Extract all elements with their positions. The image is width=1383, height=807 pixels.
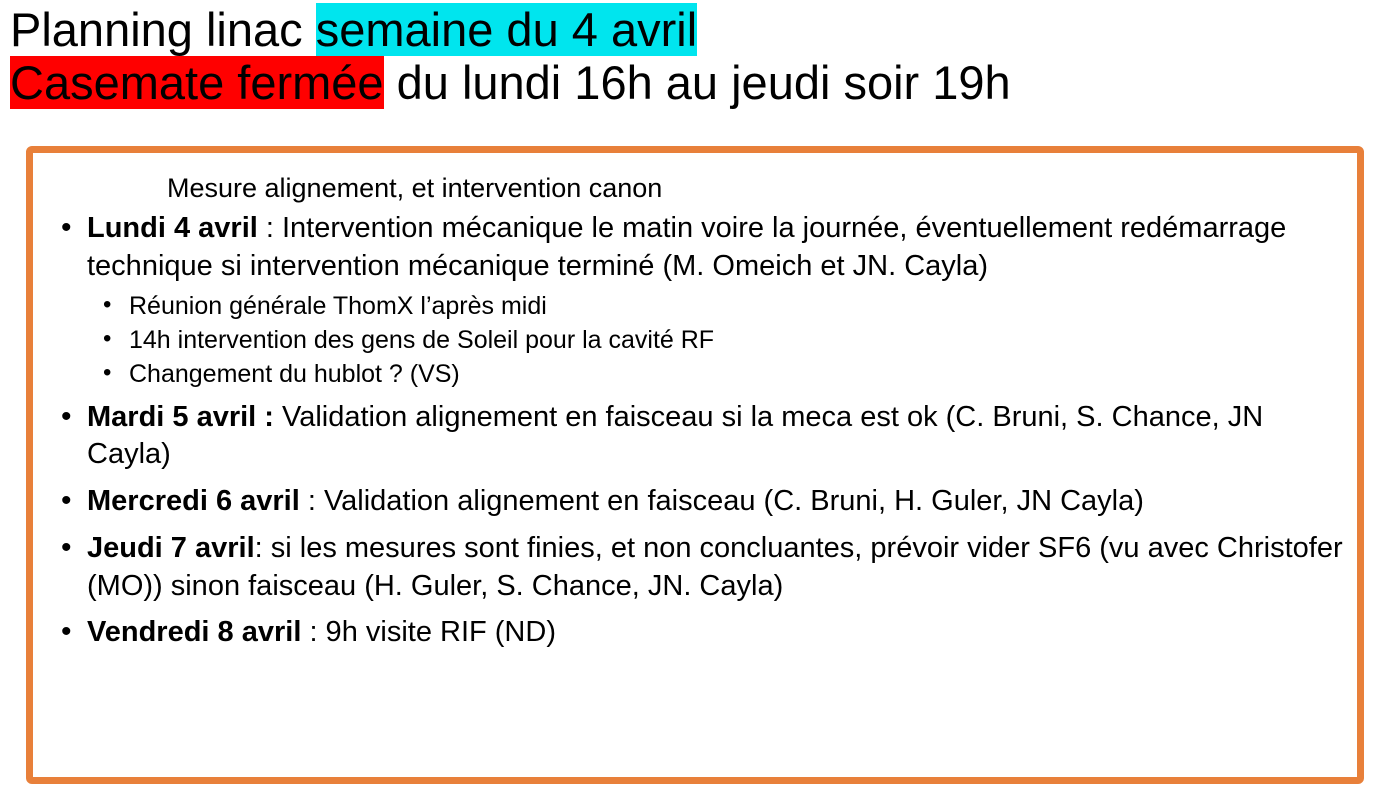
day-text: : Validation alignement en faisceau (C. Bruni, H. Guler, JN Cayla) bbox=[299, 485, 1144, 518]
content-frame bbox=[26, 146, 1364, 784]
list-item bbox=[47, 210, 1343, 389]
day-text: : Intervention mécanique le matin voire la journée, éventuellement redémarrage technique si intervention mécanique terminé (M. Omeich et JN. Cayla) bbox=[87, 212, 1287, 283]
list-item bbox=[47, 399, 1343, 474]
bullet-icon: • bbox=[61, 484, 72, 518]
day-text: : 9h visite RIF (ND) bbox=[301, 616, 556, 649]
day-text: : si les mesures sont finies, et non concluantes, prévoir vider SF6 (vu avec Christofer (MO)) sinon faisceau (H. Guler, S. Chance, JN. Cayla) bbox=[87, 531, 1343, 602]
bullet-icon: • bbox=[61, 615, 72, 649]
sub-item-text: Changement du hublot ? (VS) bbox=[129, 359, 460, 388]
day-label: Mercredi 6 avril bbox=[87, 485, 300, 518]
agenda-list bbox=[47, 210, 1343, 652]
title-line-1-plain: Planning linac bbox=[10, 3, 316, 56]
day-label: Lundi 4 avril bbox=[87, 212, 258, 245]
title-line-2 bbox=[10, 55, 1383, 110]
sub-item-text: 14h intervention des gens de Soleil pour la cavité RF bbox=[129, 325, 715, 354]
title-line-1 bbox=[10, 2, 1383, 57]
day-label: Jeudi 7 avril bbox=[87, 531, 255, 564]
bullet-icon: • bbox=[61, 399, 72, 433]
slide bbox=[0, 2, 1383, 807]
title-line-1-highlight: semaine du 4 avril bbox=[315, 3, 698, 56]
bullet-icon: • bbox=[61, 530, 72, 564]
day-label: Vendredi 8 avril bbox=[87, 616, 302, 649]
sub-list-item bbox=[87, 358, 1343, 390]
sub-list-item bbox=[87, 290, 1343, 322]
bullet-icon: • bbox=[103, 290, 112, 318]
sub-item-text: Réunion générale ThomX l’après midi bbox=[129, 291, 547, 320]
sub-list bbox=[87, 290, 1343, 390]
bullet-icon: • bbox=[61, 211, 72, 245]
day-label: Mardi 5 avril : bbox=[87, 400, 274, 433]
title-block bbox=[0, 2, 1383, 111]
title-line-2-plain: du lundi 16h au jeudi soir 19h bbox=[383, 56, 1011, 110]
day-text: Validation alignement en faisceau si la meca est ok (C. Bruni, S. Chance, JN Cayla) bbox=[87, 400, 1264, 471]
bullet-icon: • bbox=[103, 324, 112, 352]
lead-text: Mesure alignement, et intervention canon bbox=[167, 173, 663, 203]
title-line-2-highlight: Casemate fermée bbox=[10, 56, 384, 110]
sub-list-item bbox=[87, 324, 1343, 356]
list-item bbox=[47, 483, 1343, 521]
bullet-icon: • bbox=[103, 358, 112, 386]
list-item bbox=[47, 530, 1343, 605]
list-item bbox=[47, 614, 1343, 652]
